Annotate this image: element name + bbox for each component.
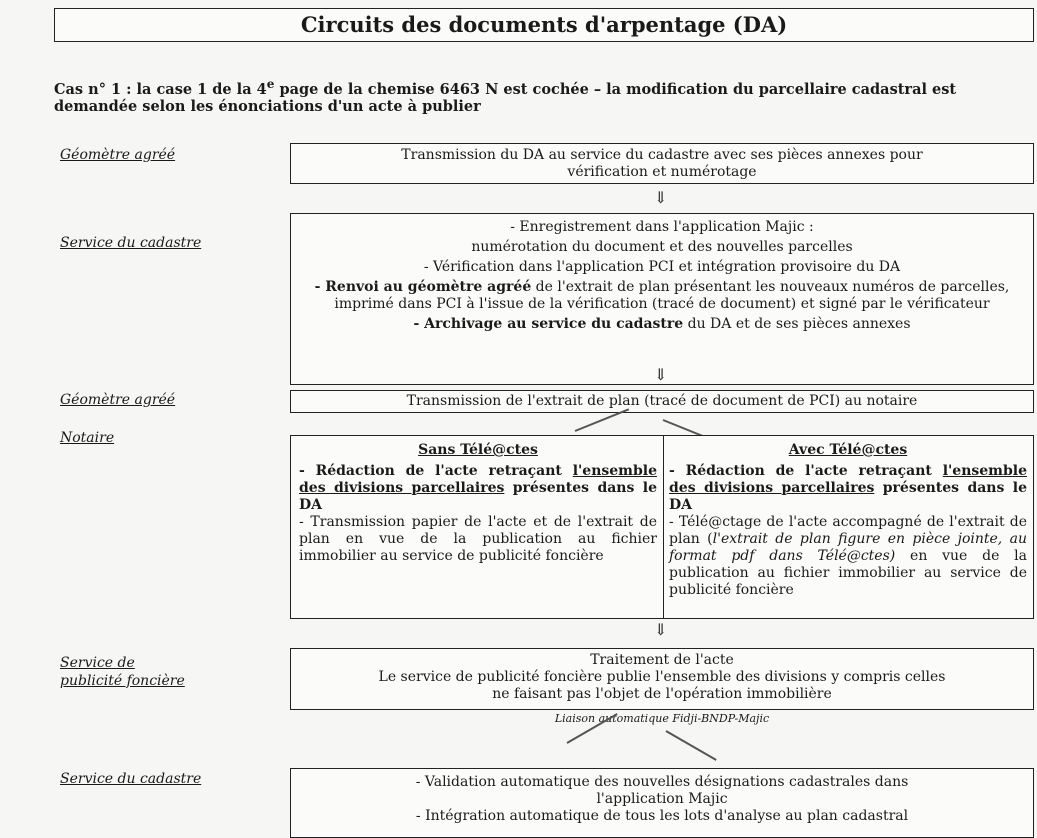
box5-line2: Le service de publicité foncière publie l'ensemble des divisions y compris celles xyxy=(378,669,946,685)
box-service-cadastre xyxy=(290,213,1034,385)
label-cadastre-1: Service du cadastre xyxy=(60,235,202,251)
box-transmission-da xyxy=(290,143,1034,184)
box2-line4-rest: de l'extrait de plan présentant les nouveaux numéros de parcelles, imprimé dans PCI à l'issue de la vérification (tracé de document) et signé par le vérificateur xyxy=(334,279,1010,312)
case-lead: Cas n° 1 : la case 1 de la 4 xyxy=(54,80,267,98)
right-p2-italic: l'extrait de plan figure en pièce jointe, au format pdf dans Télé@ctes) xyxy=(669,531,1027,564)
left-p1-underlined: l'ensemble des divisions parcellaires xyxy=(299,463,657,496)
box2-line5 xyxy=(297,316,1027,333)
box2-line4 xyxy=(297,279,1027,313)
label-spf-line2: publicité foncière xyxy=(60,673,185,689)
right-p1-underlined: l'ensemble des divisions parcellaires xyxy=(669,463,1027,496)
box5-line1: Traitement de l'acte xyxy=(590,652,734,668)
diagonal-arrow-right-icon xyxy=(666,730,717,761)
sans-teleactes-heading: Sans Télé@ctes xyxy=(418,442,538,458)
down-arrow-icon: ⇓ xyxy=(654,188,668,207)
notaire-right-column xyxy=(669,442,1027,599)
label-geometre-2: Géomètre agréé xyxy=(60,392,176,408)
box-validation-automatique xyxy=(290,768,1034,838)
right-p1 xyxy=(669,463,1027,514)
case-sup: e xyxy=(266,77,275,91)
box-traitement-acte xyxy=(290,648,1034,710)
box6-line3: - Intégration automatique de tous les lots d'analyse au plan cadastral xyxy=(415,808,909,824)
label-cadastre-2: Service du cadastre xyxy=(60,771,202,787)
box-transmission-extrait xyxy=(290,390,1034,413)
left-p2: - Transmission papier de l'acte et de l'extrait de plan en vue de la publication au fichier immobilier au service de publicité foncière xyxy=(299,514,657,564)
page-title: Circuits des documents d'arpentage (DA) xyxy=(300,12,788,37)
label-spf xyxy=(60,654,185,690)
right-p2 xyxy=(669,514,1027,599)
avec-teleactes-heading: Avec Télé@ctes xyxy=(788,442,908,458)
column-divider xyxy=(663,436,664,618)
box2-line1: - Enregistrement dans l'application Majic : xyxy=(510,219,814,235)
down-arrow-icon: ⇓ xyxy=(654,620,668,639)
box1-line1: Transmission du DA au service du cadastre avec ses pièces annexes pour xyxy=(401,147,923,163)
box2-line3: - Vérification dans l'application PCI et intégration provisoire du DA xyxy=(423,259,901,275)
box1-line2: vérification et numérotage xyxy=(567,164,757,180)
box3-text: Transmission de l'extrait de plan (tracé de document de PCI) au notaire xyxy=(406,393,918,409)
down-arrow-icon: ⇓ xyxy=(654,365,668,384)
label-notaire: Notaire xyxy=(60,430,115,446)
liaison-note: Liaison automatique Fidji-BNDP-Majic xyxy=(554,712,770,725)
box2-line5-bold: - Archivage au service du cadastre xyxy=(413,316,684,332)
left-p1 xyxy=(299,463,657,514)
box6-line2: l'application Majic xyxy=(596,791,728,807)
notaire-left-column xyxy=(299,442,657,565)
right-p2-a: - Télé@ctage de l'acte accompagné de l'extrait de plan ( xyxy=(669,514,1027,547)
case-statement xyxy=(54,76,1034,115)
box-notaire xyxy=(290,435,1034,619)
label-geometre-1: Géomètre agréé xyxy=(60,147,176,163)
box2-line4-bold: - Renvoi au géomètre agréé xyxy=(314,279,532,295)
right-p1-bold2: présentes dans le DA xyxy=(669,480,1027,513)
page-title-box xyxy=(54,8,1034,42)
box2-line5-rest: du DA et de ses pièces annexes xyxy=(683,316,911,332)
case-rest: page de la chemise 6463 N est cochée – la modification du parcellaire cadastral est demandée selon les énonciations d'un acte à publier xyxy=(54,80,957,115)
box2-line2: numérotation du document et des nouvelles parcelles xyxy=(471,239,853,255)
left-p1-bold: - Rédaction de l'acte retraçant xyxy=(299,463,573,479)
box6-line1: - Validation automatique des nouvelles désignations cadastrales dans xyxy=(415,774,909,790)
label-spf-line1: Service de xyxy=(60,655,135,671)
box5-line3: ne faisant pas l'objet de l'opération immobilière xyxy=(492,686,832,702)
right-p1-bold: - Rédaction de l'acte retraçant xyxy=(669,463,943,479)
left-p1-bold2: présentes dans le DA xyxy=(299,480,657,513)
right-p2-b: en vue de la publication au fichier immobilier au service de publicité foncière xyxy=(669,548,1028,598)
